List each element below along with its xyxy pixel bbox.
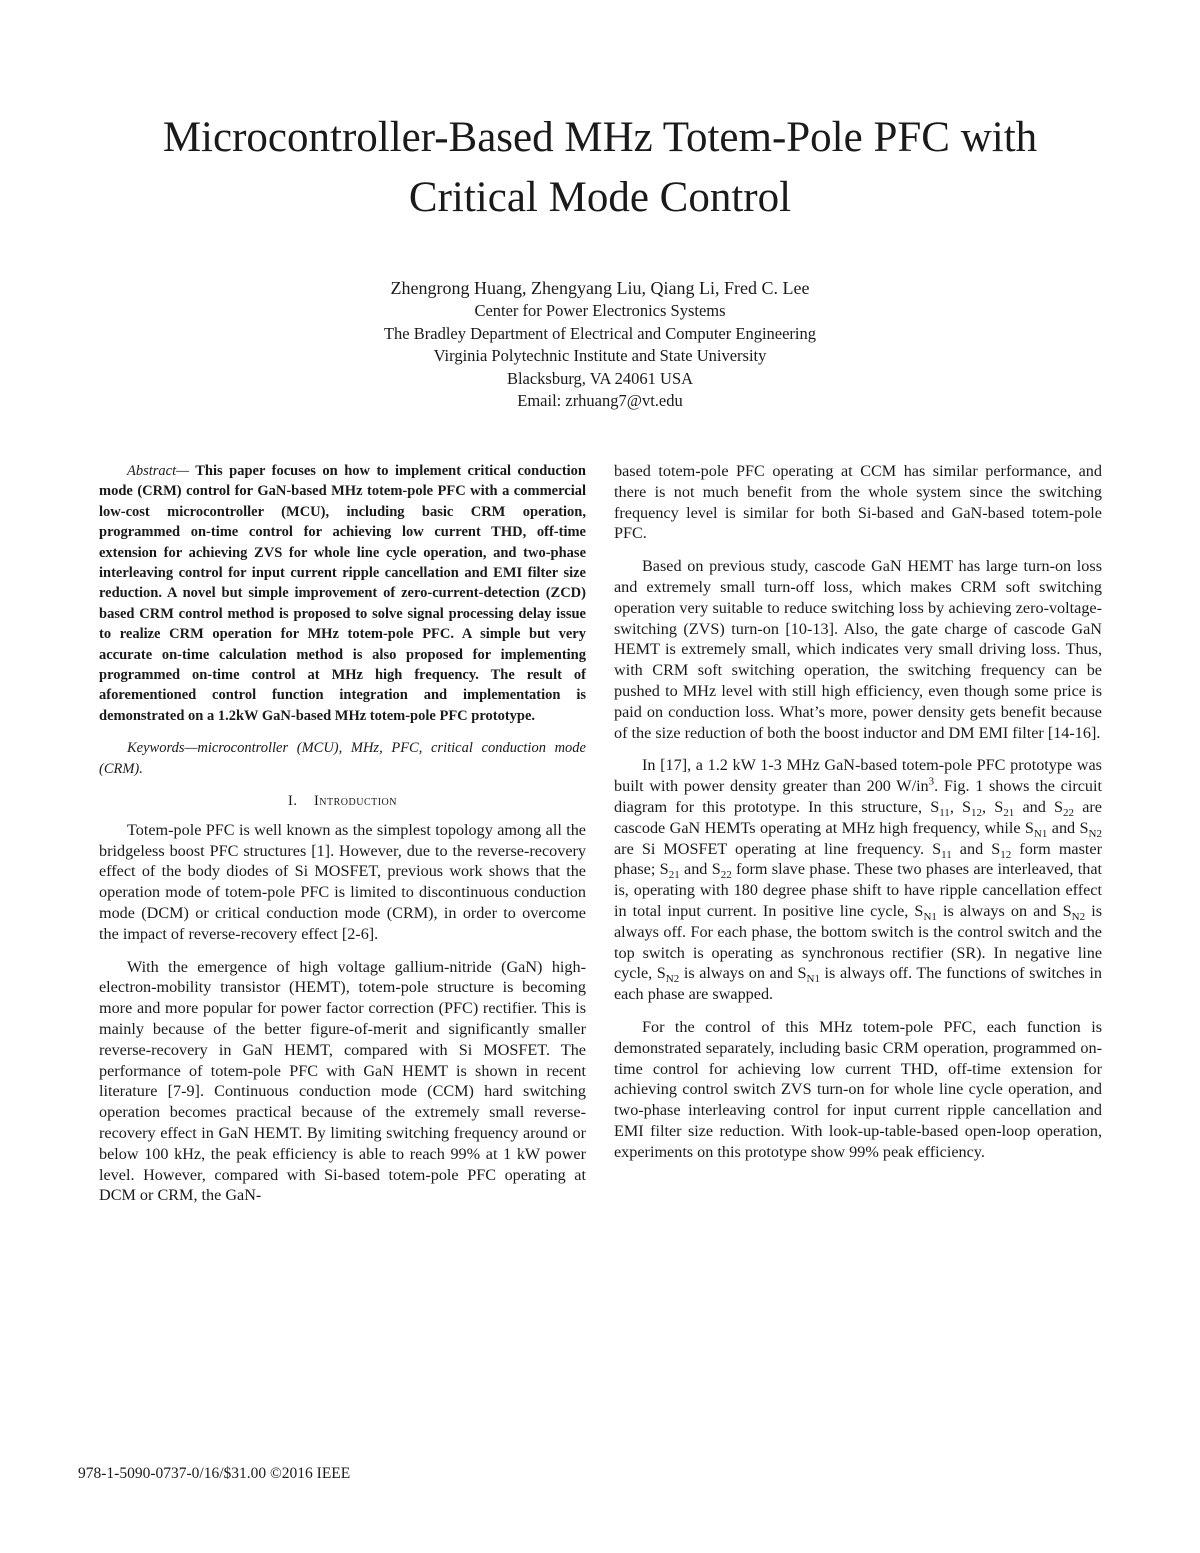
subscript: N2 — [1071, 911, 1086, 924]
affiliation-department: The Bradley Department of Electrical and Computer Engineering — [383, 323, 817, 343]
abstract — [99, 461, 586, 726]
intro-paragraph-1: Totem-pole PFC is well known as the simplest topology among all the bridgeless boost PFC structures [1]. However, due to the reverse-recovery effect of the body diodes of Si MOSFET, previous work shows that the operation mode of totem-pole PFC is limited to discontinuous conduction mode (DCM) or critical conduction mode (CRM), in order to overcome the impact of reverse-recovery effect [2-6]. — [99, 820, 586, 943]
title-line-1: Microcontroller-Based MHz Totem-Pole PFC with — [162, 114, 1038, 161]
copyright-footer: 978-1-5090-0737-0/16/$31.00 ©2016 IEEE — [78, 1465, 351, 1482]
subscript: 11 — [939, 807, 950, 820]
paragraph-prototype — [614, 755, 1102, 1005]
subscript: 12 — [971, 807, 983, 820]
text-run: form master phase; S — [614, 839, 1102, 879]
paragraph-cascode-gan: Based on previous study, cascode GaN HEMT has large turn-on loss and extremely small turn-off loss, which makes CRM soft switching operation very suitable to reduce switching loss by achieving zero-voltage-switching (ZVS) turn-on [10-13]. Also, the gate charge of cascode GaN HEMT is extremely small, which indicates very small driving loss. Thus, with CRM soft switching operation, the switching frequency can be pushed to MHz level with still high efficiency, even though some price is paid on conduction loss. What’s more, power density gets benefit because of the size reduction of both the boost inductor and DM EMI filter [14-16]. — [614, 557, 1102, 742]
abstract-text: This paper focuses on how to implement critical conduction mode (CRM) control for GaN-based MHz totem-pole PFC with a commercial low-cost microcontroller (MCU), including basic CRM operation, programmed on-time control for achieving low current THD, off-time extension for achieving ZVS for whole line cycle operation, and two-phase interleaving control for input current ripple cancellation and EMI filter size reduction. A novel but simple improvement of zero-current-detection (ZCD) based CRM control method is proposed to solve signal processing delay issue to realize CRM operation for MHz totem-pole PFC. A simple but very accurate on-time calculation method is also proposed for implementing programmed on-time control at MHz high frequency. The result of aforementioned control function integration and implementation is demonstrated on a 1.2kW GaN-based MHz totem-pole PFC prototype. — [99, 463, 586, 724]
author-names: Zhengrong Huang, Zhengyang Liu, Qiang Li, Fred C. Lee — [390, 278, 810, 298]
intro-paragraph-2: With the emergence of high voltage gallium-nitride (GaN) high-electron-mobility transistor (HEMT), totem-pole structure is becoming more and more popular for power factor correction (PFC) rectifier. This is mainly because of the better figure-of-merit and significantly smaller reverse-recovery in GaN HEMT, compared with Si MOSFET. The performance of totem-pole PFC with GaN HEMT is shown in recent literature [7-9]. Continuous conduction mode (CCM) hard switching operation becomes practical because of the extremely small reverse-recovery effect in GaN HEMT. By limiting switching frequency around or below 100 kHz, the peak efficiency is able to reach 99% at 1 kW power level. However, compared with Si-based totem-pole PFC operating at DCM or CRM, the GaN- — [99, 957, 586, 1205]
title-line-2: Critical Mode Control — [408, 174, 792, 221]
section-number: I. — [287, 793, 298, 810]
text-run: is always on and S — [679, 964, 807, 983]
text-run: , S — [982, 797, 1004, 816]
affiliation-location: Blacksburg, VA 24061 USA — [506, 368, 694, 388]
keywords: Keywords—microcontroller (MCU), MHz, PFC, critical conduction mode (CRM). — [99, 740, 586, 777]
text-run: are Si MOSFET operating at line frequency. S — [614, 839, 942, 858]
subscript: 21 — [668, 869, 680, 882]
affiliation-center: Center for Power Electronics Systems — [474, 301, 726, 320]
subscript: N2 — [1088, 827, 1102, 840]
text-run: is always off. The functions of switches in each phase are swapped. — [614, 964, 1103, 1004]
text-run: , S — [949, 797, 972, 816]
text-run: is always off. For each phase, the bottom switch is the control switch and the top switch is operating as synchronous rectifier (SR). In negative line cycle, S — [614, 901, 1102, 983]
subscript: 21 — [1003, 807, 1015, 820]
text-run: and S — [1014, 797, 1064, 816]
right-column — [614, 461, 1102, 1175]
subscript: N1 — [923, 911, 937, 924]
affiliation-university: Virginia Polytechnic Institute and State University — [433, 346, 767, 365]
subscript: 22 — [720, 869, 732, 882]
abstract-lead: Abstract— — [127, 463, 190, 479]
text-run: are cascode GaN HEMTs operating at MHz high frequency, while S — [614, 797, 1102, 837]
subscript: 11 — [941, 848, 952, 861]
subscript: 12 — [1000, 848, 1012, 861]
paper-title — [60, 108, 1140, 228]
text-run: and S — [951, 839, 1001, 858]
section-heading-introduction — [99, 791, 586, 812]
text-run: In [17], a 1.2 kW 1-3 MHz GaN-based totem-pole PFC prototype was built with power density greater than 200 W/in — [614, 756, 1102, 796]
left-column — [99, 461, 586, 1218]
superscript: 3 — [928, 775, 935, 788]
text-run: form slave phase. These two phases are interleaved, that is, operating with 180 degree phase shift to have ripple cancellation effect in total input current. In positive line cycle, S — [614, 860, 1102, 920]
subscript: 22 — [1063, 807, 1075, 820]
subscript: N2 — [665, 973, 680, 986]
subscript: N1 — [1033, 827, 1048, 840]
subscript: N1 — [806, 973, 820, 986]
paragraph-continued: based totem-pole PFC operating at CCM has similar performance, and there is not much benefit from the whole system since the switching frequency level is similar for both Si-based and GaN-based totem-pole PFC. — [614, 462, 1102, 543]
text-run: . Fig. 1 shows the circuit diagram for this prototype. In this structure, S — [614, 777, 1102, 816]
text-run: and S — [1047, 818, 1089, 837]
author-email: Email: zrhuang7@vt.edu — [517, 391, 683, 410]
author-block — [200, 276, 1000, 413]
paragraph-control: For the control of this MHz totem-pole PFC, each function is demonstrated separately, including basic CRM operation, programmed on-time control for achieving low current THD, off-time extension for achieving control switch ZVS turn-on for whole line cycle operation, and two-phase interleaving control for input current ripple cancellation and EMI filter size reduction. With look-up-table-based open-loop operation, experiments on this prototype show 99% peak efficiency. — [614, 1017, 1102, 1161]
text-run: and S — [679, 860, 721, 879]
text-run: is always on and S — [936, 901, 1072, 920]
section-title: Introduction — [313, 793, 397, 810]
